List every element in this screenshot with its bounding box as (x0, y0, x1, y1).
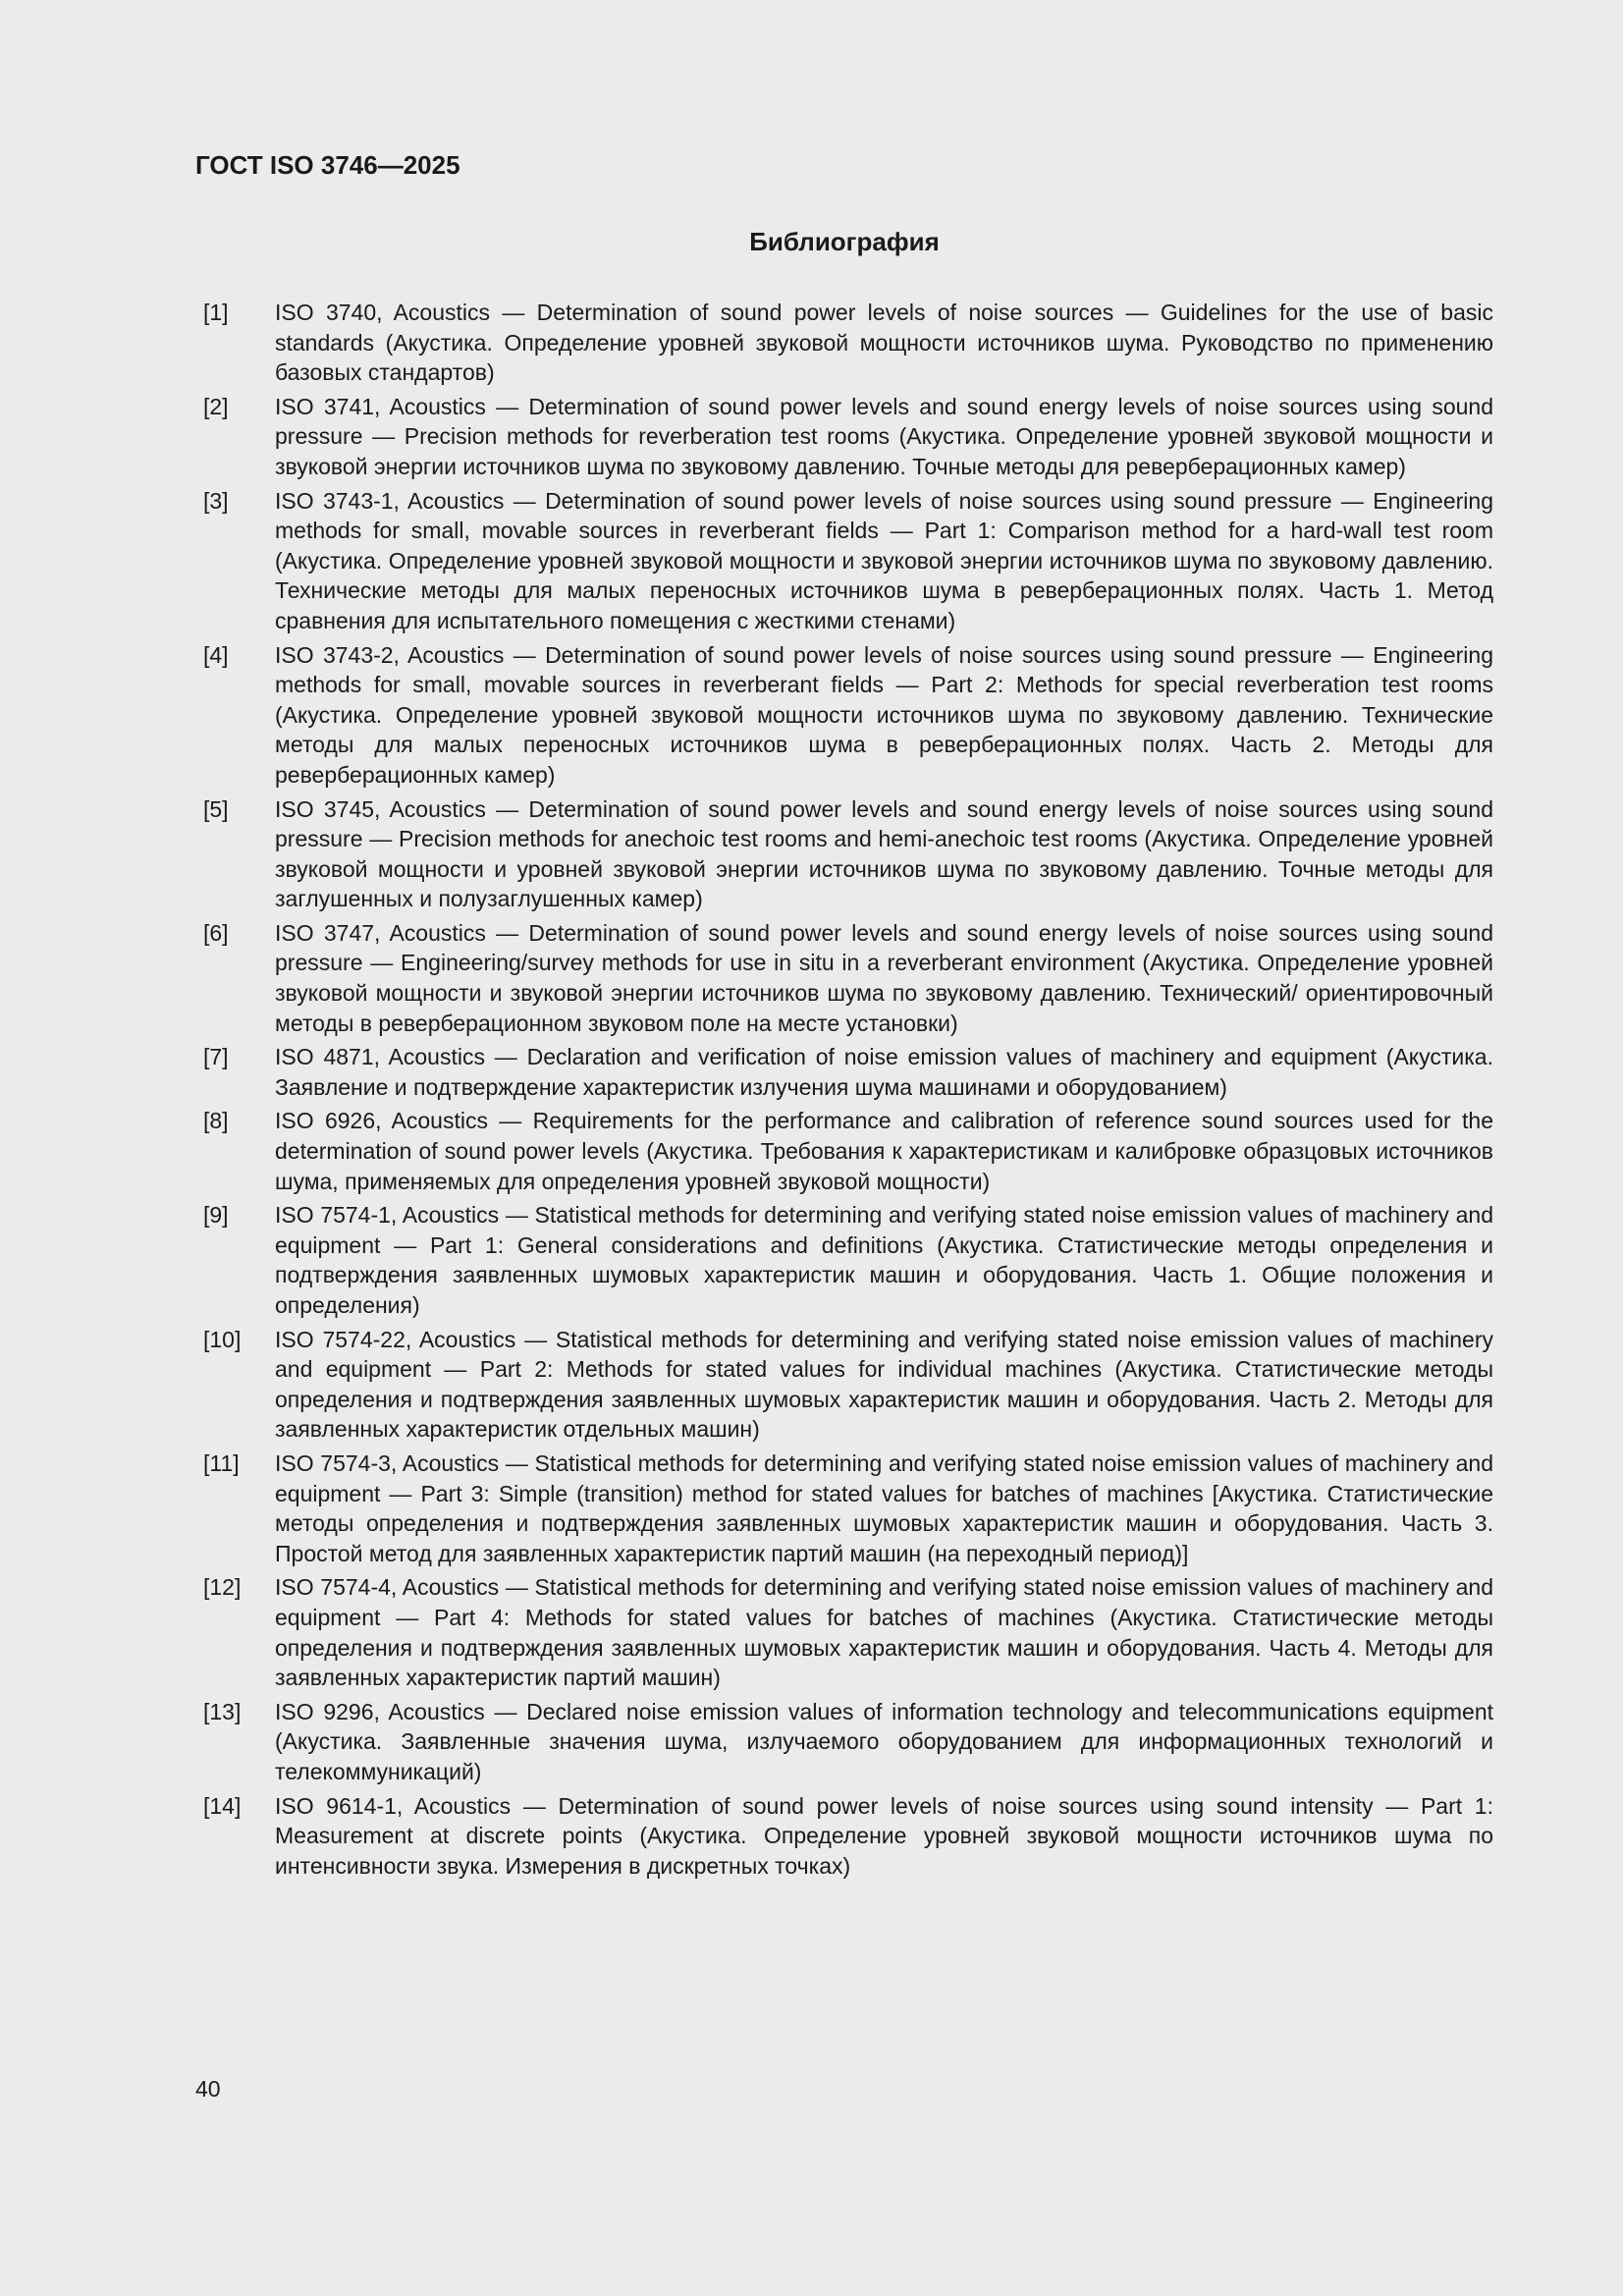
bibliography-item (195, 1791, 1493, 1882)
reference-number: [4] (203, 641, 229, 668)
reference-text: ISO 9614-1, Acoustics — Determination of sound power levels of noise sources using sound intensity — Part 1: Measurement at discrete points (Акустика. Определение уровней звуковой мощности источников шума по интенсивности звука. Измерения в дискретных точках) (275, 1792, 1493, 1879)
reference-text: ISO 6926, Acoustics — Requirements for the performance and calibration of reference sound sources used for the determination of sound power levels (Акустика. Требования к характеристикам и калибровке образцовых источников шума, применяемых для определения уровней звуковой мощности) (275, 1108, 1493, 1194)
reference-text: ISO 3743-2, Acoustics — Determination of sound power levels of noise sources using sound pressure — Engineering methods for small, movable sources in reverberant fields — Part 2: Methods for special reverberation test rooms (Акустика. Определение уровней звуковой мощности источников шума по звуковому давлению. Технические методы для малых переносных источников шума в реверберационных полях. Часть 2. Методы для реверберационных камер) (275, 641, 1493, 788)
reference-number: [12] (203, 1574, 242, 1601)
bibliography-item (195, 640, 1493, 791)
section-title: Библиография (749, 227, 940, 256)
bibliography-item (195, 1697, 1493, 1787)
reference-number: [14] (203, 1792, 242, 1819)
reference-number: [13] (203, 1698, 242, 1724)
bibliography-item (195, 1325, 1493, 1445)
bibliography-list (195, 298, 1493, 1885)
bibliography-item (195, 1042, 1493, 1102)
bibliography-item (195, 298, 1493, 388)
reference-number: [2] (203, 393, 229, 419)
reference-text: ISO 7574-3, Acoustics — Statistical methods for determining and verifying stated noise emission values of machinery and equipment — Part 3: Simple (transition) method for stated values for batches of machines [Акустика. Статистические методы определения и подтверждения заявленных шумовых характеристик машин и оборудования. Часть 3. Простой метод для заявленных характеристик партий машин (на переходный период)] (275, 1449, 1493, 1566)
bibliography-item (195, 1106, 1493, 1196)
reference-number: [7] (203, 1044, 229, 1070)
reference-text: ISO 3747, Acoustics — Determination of sound power levels and sound energy levels of noise sources using sound pressure — Engineering/survey methods for use in situ in a reverberant environment (Акустика. Определение уровней звуковой мощности и звуковой энергии источников шума по звуковому давлению. Технический/ ориентировочный методы в реверберационном звуковом поле на месте установки) (275, 919, 1493, 1036)
bibliography-item (195, 794, 1493, 914)
reference-text: ISO 3743-1, Acoustics — Determination of sound power levels of noise sources using sound pressure — Engineering methods for small, movable sources in reverberant fields — Part 1: Comparison method for a hard-wall test room (Акустика. Определение уровней звуковой мощности и звуковой энергии источников шума по звуковому давлению. Технические методы для малых переносных источников шума в реверберационных полях. Часть 1. Метод сравнения для испытательного помещения с жесткими стенами) (275, 487, 1493, 633)
bibliography-item (195, 1449, 1493, 1568)
reference-text: ISO 4871, Acoustics — Declaration and verification of noise emission values of machinery and equipment (Акустика. Заявление и подтверждение характеристик излучения шума машинами и оборудованием) (275, 1044, 1493, 1100)
bibliography-item (195, 392, 1493, 482)
bibliography-item (195, 1572, 1493, 1692)
reference-text: ISO 7574-1, Acoustics — Statistical methods for determining and verifying stated noise emission values of machinery and equipment — Part 1: General considerations and definitions (Акустика. Статистические методы определения и подтверждения заявленных шумовых характеристик машин и оборудования. Часть 1. Общие положения и определения) (275, 1202, 1493, 1318)
bibliography-item (195, 486, 1493, 636)
bibliography-item (195, 918, 1493, 1038)
reference-number: [5] (203, 795, 229, 822)
reference-number: [8] (203, 1108, 229, 1134)
reference-text: ISO 7574-4, Acoustics — Statistical methods for determining and verifying stated noise emission values of machinery and equipment — Part 4: Methods for stated values for batches of machines (Акустика. Статистические методы определения и подтверждения заявленных шумовых характеристик машин и оборудования. Часть 4. Методы для заявленных характеристик партий машин) (275, 1574, 1493, 1691)
reference-number: [3] (203, 487, 229, 514)
page-number: 40 (195, 2076, 221, 2102)
reference-number: [11] (203, 1449, 240, 1476)
reference-text: ISO 3741, Acoustics — Determination of sound power levels and sound energy levels of noise sources using sound pressure — Precision methods for reverberation test rooms (Акустика. Определение уровней звуковой мощности и звуковой энергии источников шума по звуковому давлению. Точные методы для реверберационных камер) (275, 393, 1493, 479)
reference-text: ISO 3740, Acoustics — Determination of sound power levels of noise sources — Guidelines for the use of basic standards (Акустика. Определение уровней звуковой мощности источников шума. Руководство по применению базовых стандартов) (275, 300, 1493, 386)
document-code: ГОСТ ISO 3746—2025 (195, 150, 460, 180)
reference-number: [1] (203, 300, 229, 325)
reference-text: ISO 9296, Acoustics — Declared noise emission values of information technology and telecommunications equipment (Акустика. Заявленные значения шума, излучаемого оборудованием для информационных технологий и телекоммуникаций) (275, 1698, 1493, 1784)
reference-number: [6] (203, 919, 229, 946)
reference-text: ISO 7574-22, Acoustics — Statistical methods for determining and verifying stated noise emission values of machinery and equipment — Part 2: Methods for stated values for individual machines (Акустика. Статистические методы определения и подтверждения заявленных шумовых характеристик машин и оборудования. Часть 2. Методы для заявленных характеристик отдельных машин) (275, 1326, 1493, 1443)
reference-text: ISO 3745, Acoustics — Determination of sound power levels and sound energy levels of noise sources using sound pressure — Precision methods for anechoic test rooms and hemi-anechoic test rooms (Акустика. Определение уровней звуковой мощности и уровней звуковой энергии источников шума по звуковому давлению. Точные методы для заглушенных и полузаглушенных камер) (275, 795, 1493, 912)
bibliography-item (195, 1200, 1493, 1320)
reference-number: [10] (203, 1326, 242, 1352)
reference-number: [9] (203, 1202, 229, 1229)
